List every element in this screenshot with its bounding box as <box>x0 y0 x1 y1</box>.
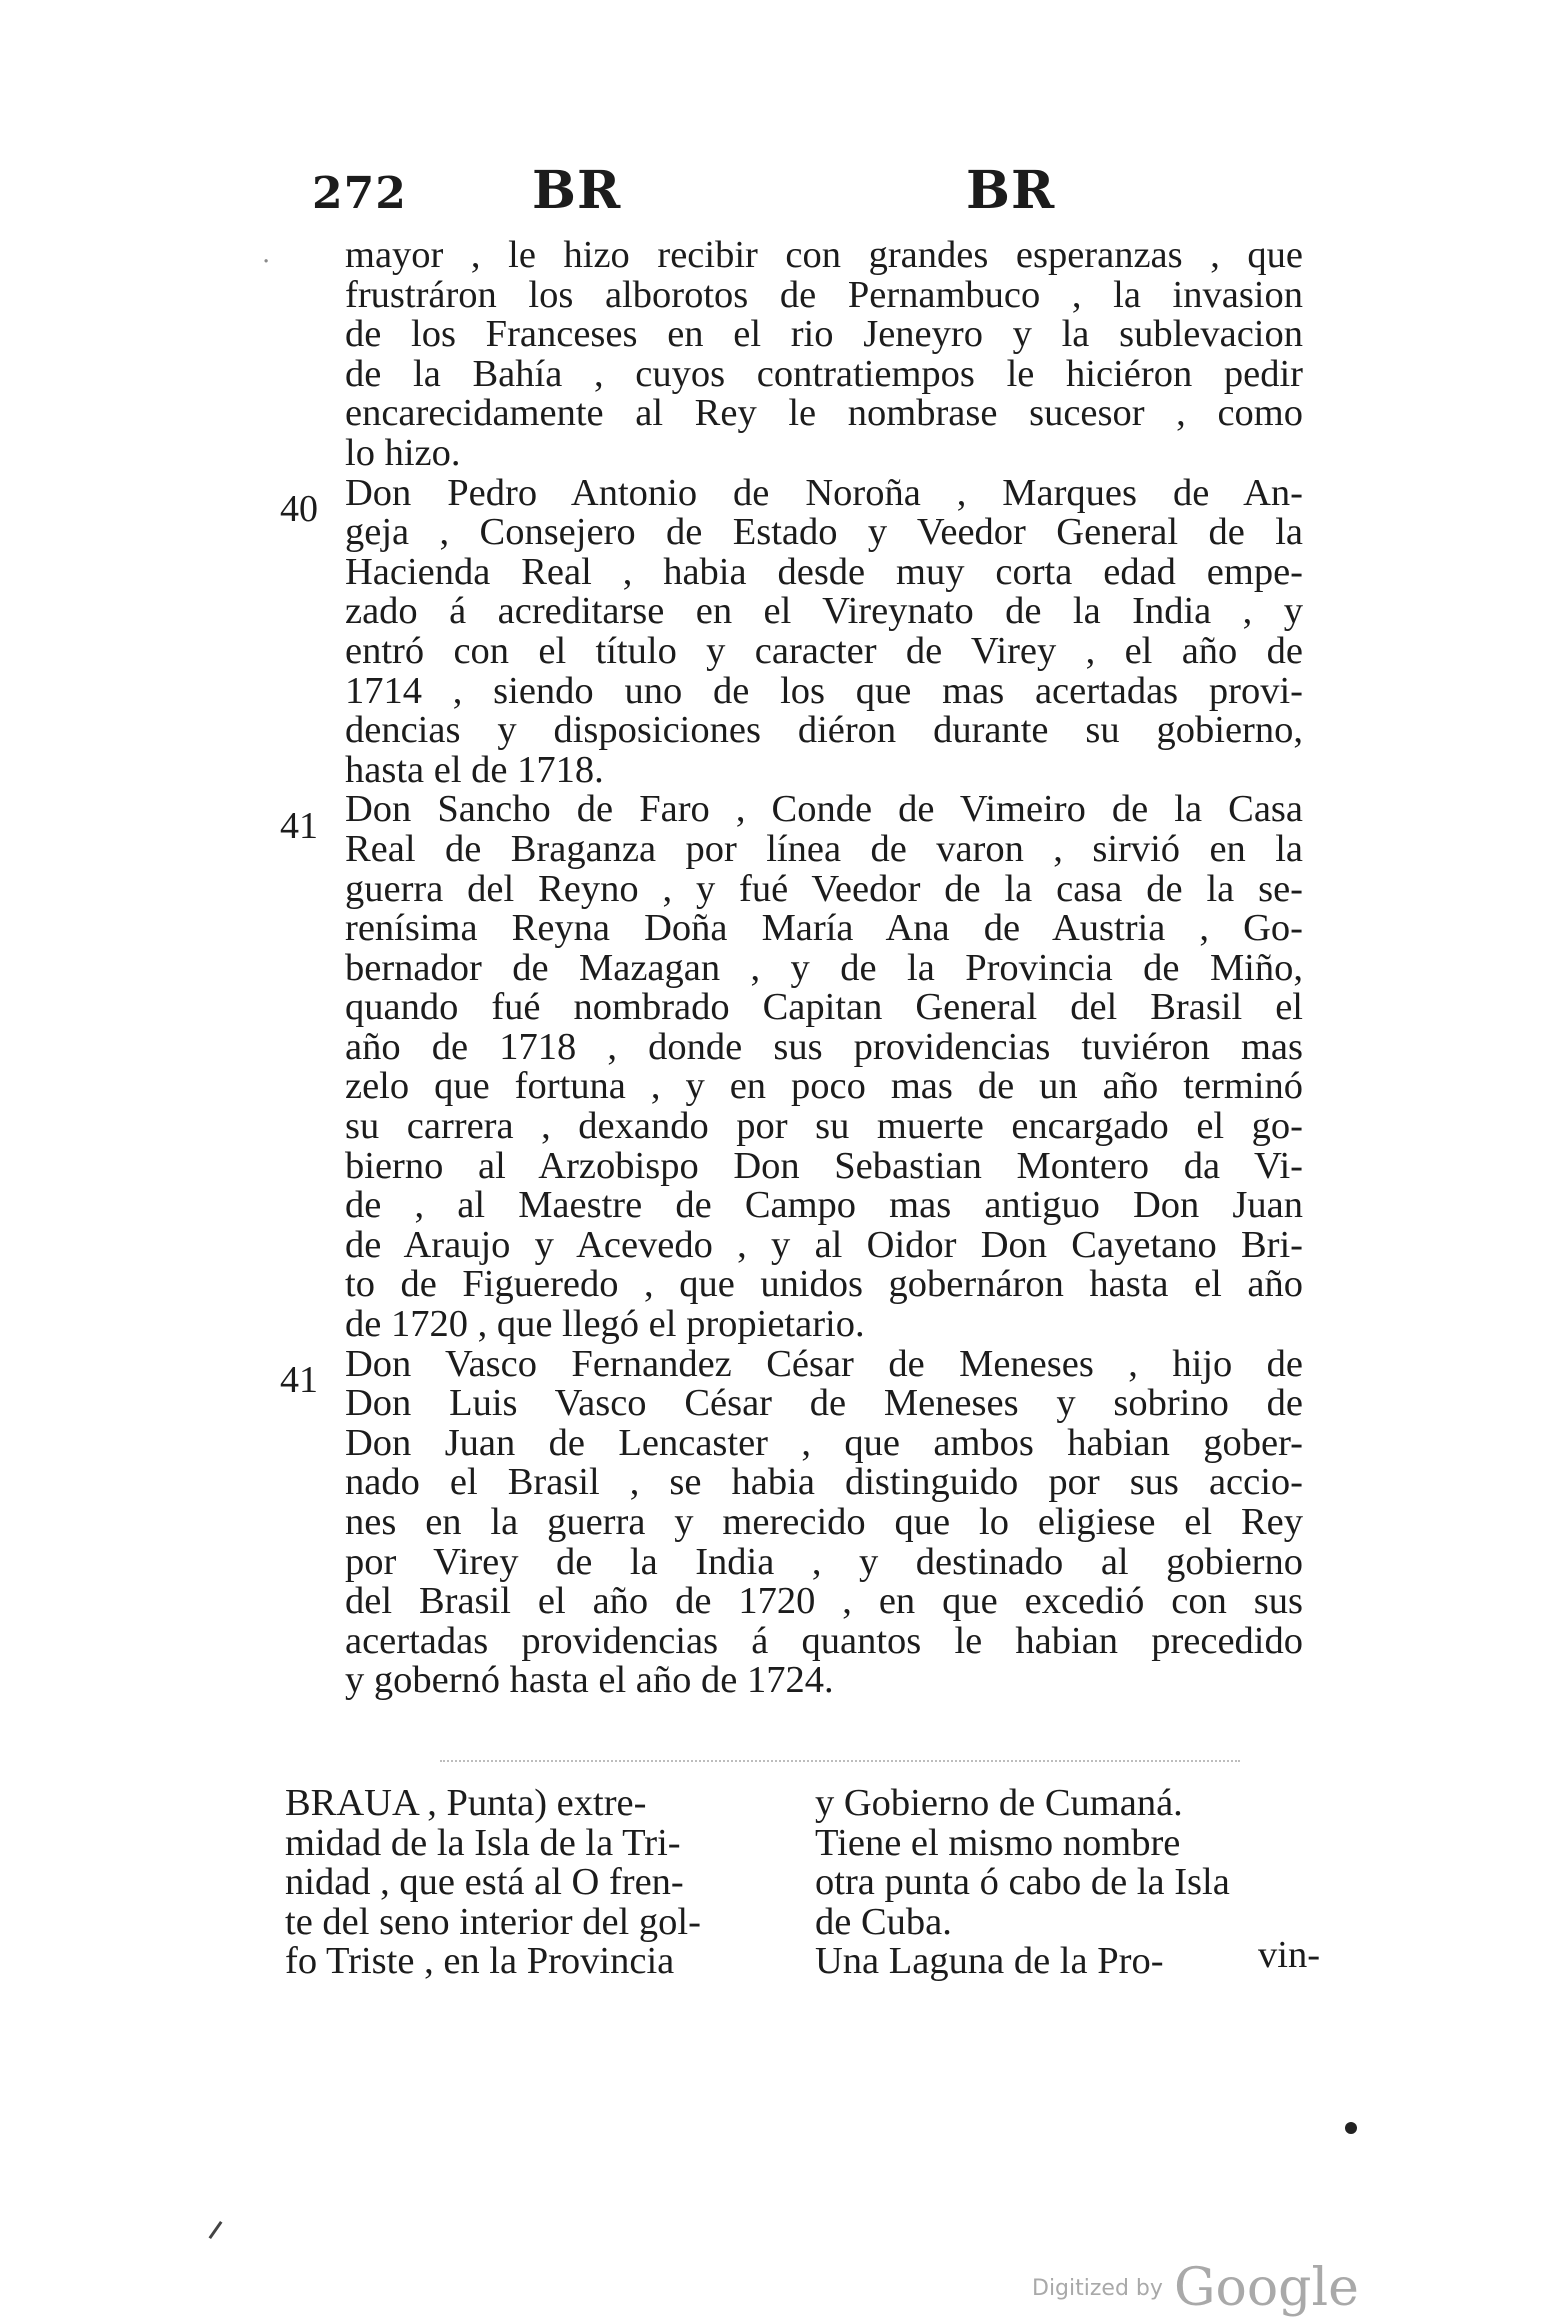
section-divider <box>440 1760 1240 1762</box>
ink-stroke <box>209 2221 223 2239</box>
entry-number: 41 <box>280 1359 318 1401</box>
text-line: Una Laguna de la Pro- <box>815 1940 1164 1983</box>
text-line: Don Sancho de Faro , Conde de Vimeiro de la Casa <box>345 788 1303 831</box>
google-logo: Google <box>1174 2258 1359 2318</box>
watermark-prefix: Digitized by <box>1032 2275 1163 2301</box>
text-line: dencias y disposiciones diéron durante su gobierno, <box>345 709 1303 752</box>
body-text <box>345 236 1303 1701</box>
text-line: año de 1718 , donde sus providencias tuviéron mas <box>345 1025 1303 1068</box>
text-line: frustráron los alborotos de Pernambuco , la invasion <box>345 273 1303 316</box>
text-line: Don Vasco Fernandez César de Meneses , hijo de <box>345 1342 1303 1385</box>
text-line: encarecidamente al Rey le nombrase sucesor , como <box>345 392 1303 435</box>
text-line: por Virey de la India , y destinado al gobierno <box>345 1540 1303 1583</box>
text-line: y Gobierno de Cumaná. <box>815 1782 1183 1824</box>
text-line: quando fué nombrado Capitan General del Brasil el <box>345 986 1303 1029</box>
text-line: entró con el título y caracter de Virey , el año de <box>345 629 1303 672</box>
text-line: de los Franceses en el rio Jeneyro y la sublevacion <box>345 313 1303 356</box>
entry-number: 41 <box>280 805 318 847</box>
entry-number: 40 <box>280 488 318 530</box>
text-line: 1714 , siendo uno de los que mas acertadas provi- <box>345 669 1303 712</box>
right-running-head: BR <box>966 160 1056 221</box>
braua-left-column <box>285 1784 785 1982</box>
text-line: Don Juan de Lencaster , que ambos habian gober- <box>345 1421 1303 1464</box>
text-line: renísima Reyna Doña María Ana de Austria , Go- <box>345 907 1303 950</box>
braua-right-column <box>815 1784 1303 1982</box>
text-line: acertadas providencias á quantos le habian precedido <box>345 1619 1303 1662</box>
text-line: te del seno interior del gol- <box>285 1900 701 1943</box>
text-line: hasta el de 1718. <box>345 748 604 791</box>
text-line: bierno al Arzobispo Don Sebastian Montero da Vi- <box>345 1144 1303 1187</box>
text-line: mayor , le hizo recibir con grandes esperanzas , que <box>345 234 1303 276</box>
text-line: lo hizo. <box>345 431 461 474</box>
text-line: de Cuba. <box>815 1900 952 1943</box>
text-line: Don Pedro Antonio de Noroña , Marques de An- <box>345 471 1303 514</box>
text-line: de 1720 , que llegó el propietario. <box>345 1303 865 1346</box>
text-line: de , al Maestre de Campo mas antiguo Don Juan <box>345 1184 1303 1227</box>
text-line: geja , Consejero de Estado y Veedor General de la <box>345 511 1303 554</box>
text-line: nado el Brasil , se habia distinguido por sus accio- <box>345 1461 1303 1504</box>
left-running-head: BR <box>532 160 622 221</box>
catchword: vin- <box>1258 1934 1321 1976</box>
text-line: nidad , que está al O fren- <box>285 1861 684 1904</box>
text-line: del Brasil el año de 1720 , en que excedió con sus <box>345 1580 1303 1623</box>
ink-dot <box>1345 2122 1357 2134</box>
text-line: Don Luis Vasco César de Meneses y sobrino de <box>345 1382 1303 1425</box>
text-line: guerra del Reyno , y fué Veedor de la casa de la se- <box>345 867 1303 910</box>
text-line: Hacienda Real , habia desde muy corta edad empe- <box>345 550 1303 593</box>
text-line: to de Figueredo , que unidos gobernáron hasta el año <box>345 1263 1303 1306</box>
text-line: bernador de Mazagan , y de la Provincia de Miño, <box>345 946 1303 989</box>
page-number: 272 <box>312 168 407 219</box>
text-line: nes en la guerra y merecido que lo eligiese el Rey <box>345 1501 1303 1543</box>
text-line: BRAUA , Punta) extre- <box>285 1782 647 1824</box>
margin-bleed-mark: · <box>262 247 271 277</box>
text-line: otra punta ó cabo de la Isla <box>815 1861 1230 1904</box>
text-line: y gobernó hasta el año de 1724. <box>345 1659 834 1702</box>
text-line: fo Triste , en la Provincia <box>285 1940 675 1983</box>
text-line: Real de Braganza por línea de varon , sirvió en la <box>345 827 1303 870</box>
text-line: de Araujo y Acevedo , y al Oidor Don Cayetano Bri- <box>345 1223 1303 1266</box>
text-line: midad de la Isla de la Tri- <box>285 1821 681 1864</box>
text-line: de la Bahía , cuyos contratiempos le hiciéron pedir <box>345 352 1303 395</box>
text-line: Tiene el mismo nombre <box>815 1821 1181 1864</box>
text-line: zado á acreditarse en el Vireynato de la India , y <box>345 590 1303 633</box>
text-line: zelo que fortuna , y en poco mas de un año terminó <box>345 1065 1303 1108</box>
digitized-watermark <box>1032 2258 1359 2318</box>
text-line: su carrera , dexando por su muerte encargado el go- <box>345 1105 1303 1148</box>
